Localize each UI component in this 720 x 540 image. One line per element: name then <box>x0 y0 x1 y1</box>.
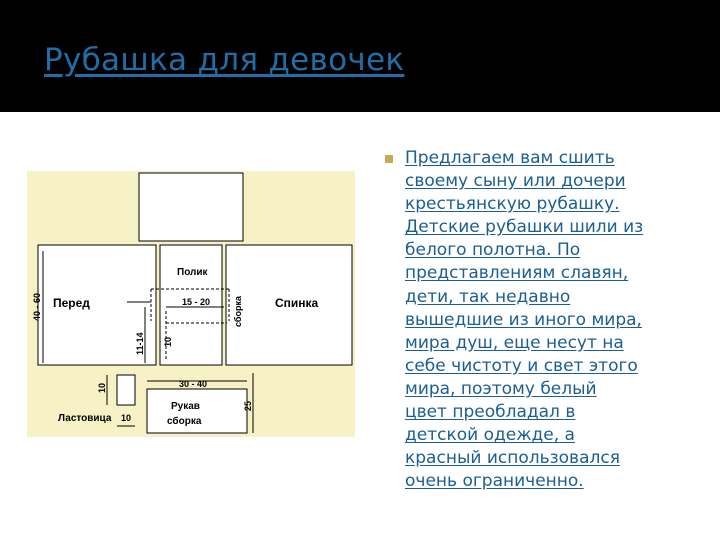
body-line: красный использовался <box>405 448 620 469</box>
gusset-height-label: 10 <box>97 382 107 393</box>
pattern-svg <box>27 171 355 437</box>
gusset-label: Ластовица <box>58 413 112 424</box>
gather-vertical-label: сборка <box>233 296 243 327</box>
sleeve-label-2: сборка <box>167 416 202 427</box>
sleeve-width-label: 30 - 40 <box>179 379 208 389</box>
gusset-width-label: 10 <box>121 413 132 423</box>
side-dim-label: 11-14 <box>135 332 145 355</box>
body-line: детской одежде, а <box>405 425 575 446</box>
body-line: мира душ, еще несут на <box>405 332 624 353</box>
shirt-pattern-diagram <box>27 171 355 437</box>
back-label: Спинка <box>275 296 319 310</box>
sleeve-label-1: Рукав <box>171 401 200 412</box>
yoke-label: Полик <box>177 267 208 278</box>
collar-dim-label: 15 - 20 <box>182 297 211 307</box>
slide-title: Рубашка для девочек <box>44 42 405 78</box>
sleeve-height-label: 25 <box>243 400 253 411</box>
bullet-marker <box>385 155 393 163</box>
body-paragraph <box>405 147 695 493</box>
front-height-label: 40 - 60 <box>32 292 42 321</box>
body-line: дети, так недавно <box>405 286 571 307</box>
body-line: крестьянскую рубашку. <box>405 194 620 215</box>
collar-piece <box>139 173 243 241</box>
body-line: мира, поэтому белый <box>405 378 597 399</box>
title-bar <box>0 0 720 112</box>
body-line: вышедшие из иного мира, <box>405 309 642 330</box>
body-line: Предлагаем вам сшить <box>405 148 615 168</box>
body-line: своему сыну или дочери <box>405 171 626 192</box>
body-line: представлениям славян, <box>405 263 629 284</box>
body-line: Детские рубашки шили из <box>405 217 644 238</box>
body-line: очень ограниченно. <box>405 471 584 492</box>
body-line: цвет преобладал в <box>405 402 576 423</box>
body-line: белого полотна. По <box>405 240 581 261</box>
body-line: себе чистоту и свет этого <box>405 355 638 376</box>
front-label: Перед <box>53 296 90 310</box>
gusset-piece <box>117 375 135 405</box>
yoke-height-label: 10 <box>163 336 173 347</box>
